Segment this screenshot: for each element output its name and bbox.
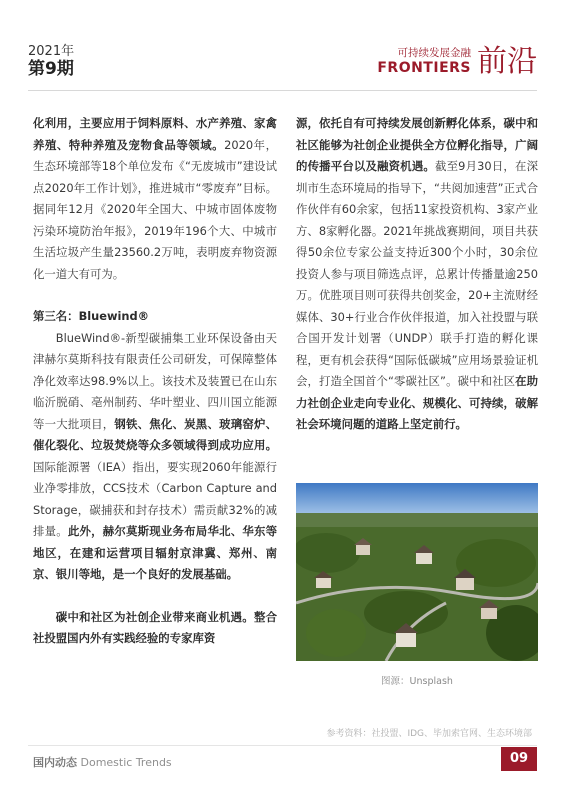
footer-section-en: Domestic Trends [80,756,172,769]
header-divider [28,90,537,91]
footer-divider [28,745,537,746]
left-p1-text: 2020年，生态环境部等18个单位发布《“无废城市”建设试点2020年工作计划》，推进城市“零废弃”目标。据同年12月《2020年全国大、中城市固体废物污染环境防治年报》，2019年196个大、中城市生活垃圾产生量23560.2万吨，表明废弃物资源化一道大有可为。 [33,137,277,281]
right-paragraph-1 [296,113,538,436]
left-paragraph-3: 碳中和社区为社创企业带来商业机遇。整合社投盟国内外有实践经验的专家库资 [33,609,277,645]
left-p2-text: BlueWind®-新型碳捕集工业环保设备由天津赫尔莫斯科技有限责任公司研发，可保障整体净化效率达98.9%以上。该技术及装置已在山东临沂脱硝、亳州制药、华叶塑业、四川国立能源等一大批项目， [33,330,277,431]
left-p2-bold-2: 此外，赫尔莫斯现业务布局华北、华东等地区，在建和运营项目辐射京津冀、郑州、南京、银川等地，是一个良好的发展基础。 [33,524,277,581]
issue-label: 第9期 [28,59,74,79]
right-p1-text: 截至9月30日，在深圳市生态环境局的指导下，“共阅加速营”正式合作伙伴有60余家，包括11家投资机构、3家产业方、8家孵化器。2021年挑战赛期间，项目共获得50余位专家公益支持近300个小时，30余位投资人参与项目筛选点评，总累计传播量逾250万。优胜项目则可获得共创奖金，20+主流财经媒体、30+行业合作伙伴报道，加入社投盟与联合国开发计划署（UNDP）联手打造的孵化课程，更有机会获得“国际低碳城”应用场景验证机会，打造全国首个“零碳社区”。碳中和社区 [296,159,538,388]
photo-caption: 图源：Unsplash [381,676,453,687]
right-column [296,113,538,436]
brand-chinese: 可持续发展金融 [397,47,471,59]
left-column [33,113,277,650]
brand-english: FRONTIERS [377,60,471,76]
left-paragraph-2 [33,328,277,586]
section-heading: 第三名：Bluewind® [33,309,150,323]
suburb-aerial-photo [296,483,538,661]
right-p1-bold: 源，依托自有可持续发展创新孵化体系，碳中和社区能够为社创企业提供全方位孵化指导，广阔的传播平台以及融资机遇。 [296,116,538,173]
year-label: 2021年 [28,44,75,59]
footer-section [33,754,172,770]
left-p2-bold: 钢铁、焦化、炭黑、玻璃窑炉、催化裂化、垃圾焚烧等众多领域得到成功应用。 [33,416,277,452]
page-number: 09 [501,747,537,771]
left-p2-text-b: 国际能源署（IEA）指出，要实现2060年能源行业净零排放，CCS技术（Carbon Capture and Storage，碳捕获和封存技术）需贡献32%的减排量。 [33,459,277,538]
left-paragraph-1 [33,113,277,285]
brand-logo [377,46,537,78]
right-p1-bold-2: 在助力社创企业走向专业化、规模化、可持续，破解社会环境问题的道路上坚定前行。 [296,374,538,431]
references: 参考资料：社投盟、IDG、毕加索官网、生态环境部 [326,729,532,739]
brand-calligraphy: 前沿 [477,44,537,79]
issue-info [28,44,74,79]
footer-section-cn: 国内动态 [33,756,77,769]
left-p1-bold: 化利用，主要应用于饲料原料、水产养殖、家禽养殖、特种养殖及宠物食品等领域。 [33,116,277,152]
